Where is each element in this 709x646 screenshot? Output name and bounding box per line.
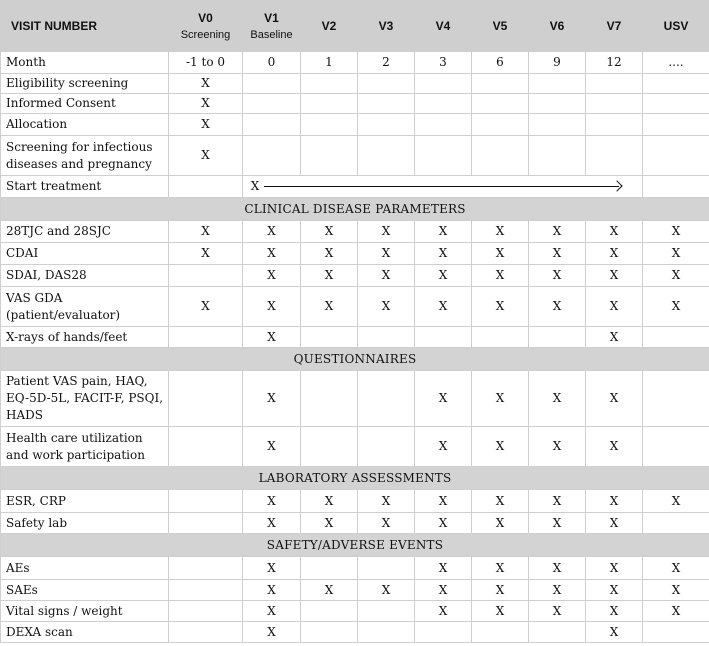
schedule-cell: X bbox=[586, 622, 643, 643]
schedule-cell: X bbox=[529, 580, 586, 601]
schedule-cell: X bbox=[529, 371, 586, 427]
schedule-cell bbox=[358, 371, 415, 427]
header-title: VISIT NUMBER bbox=[1, 1, 169, 52]
schedule-cell bbox=[169, 371, 243, 427]
section-title: SAFETY/ADVERSE EVENTS bbox=[1, 534, 709, 557]
schedule-cell: X bbox=[643, 265, 709, 287]
schedule-cell bbox=[301, 622, 358, 643]
schedule-cell bbox=[169, 427, 243, 467]
schedule-cell bbox=[529, 94, 586, 114]
schedule-cell bbox=[529, 114, 586, 136]
schedule-cell bbox=[243, 136, 301, 176]
schedule-cell: X bbox=[243, 580, 301, 601]
schedule-cell: X bbox=[301, 580, 358, 601]
schedule-cell: X bbox=[472, 371, 529, 427]
schedule-cell: X bbox=[472, 221, 529, 243]
schedule-cell: X bbox=[243, 265, 301, 287]
schedule-cell: X bbox=[415, 513, 472, 534]
schedule-cell bbox=[643, 94, 709, 114]
schedule-cell: X bbox=[643, 490, 709, 513]
month-cell: .... bbox=[643, 52, 709, 74]
schedule-cell bbox=[358, 136, 415, 176]
schedule-cell: X bbox=[472, 265, 529, 287]
schedule-cell: X bbox=[472, 427, 529, 467]
row-label: Safety lab bbox=[1, 513, 169, 534]
schedule-cell bbox=[169, 513, 243, 534]
schedule-cell bbox=[643, 622, 709, 643]
schedule-cell: X bbox=[529, 490, 586, 513]
schedule-cell: X bbox=[169, 74, 243, 94]
month-row bbox=[1, 52, 709, 74]
schedule-cell bbox=[529, 74, 586, 94]
header-visit: V7 bbox=[586, 1, 643, 52]
row-label: ESR, CRP bbox=[1, 490, 169, 513]
schedule-cell: X bbox=[169, 136, 243, 176]
schedule-cell: X bbox=[415, 557, 472, 580]
row-label: SAEs bbox=[1, 580, 169, 601]
schedule-cell: X bbox=[169, 243, 243, 265]
schedule-row bbox=[1, 287, 709, 327]
schedule-cell bbox=[358, 622, 415, 643]
schedule-cell: X bbox=[358, 580, 415, 601]
row-label: Month bbox=[1, 52, 169, 74]
schedule-row bbox=[1, 243, 709, 265]
schedule-row bbox=[1, 371, 709, 427]
schedule-cell bbox=[243, 74, 301, 94]
schedule-cell: X bbox=[415, 601, 472, 622]
schedule-cell: X bbox=[301, 490, 358, 513]
schedule-row bbox=[1, 622, 709, 643]
schedule-cell bbox=[472, 136, 529, 176]
section-title: CLINICAL DISEASE PARAMETERS bbox=[1, 198, 709, 221]
schedule-cell bbox=[586, 74, 643, 94]
row-label: Vital signs / weight bbox=[1, 601, 169, 622]
schedule-cell bbox=[169, 622, 243, 643]
month-cell: 12 bbox=[586, 52, 643, 74]
schedule-row bbox=[1, 580, 709, 601]
schedule-cell: X bbox=[529, 221, 586, 243]
treatment-span-cell bbox=[243, 176, 643, 198]
schedule-cell: X bbox=[529, 427, 586, 467]
row-label: Informed Consent bbox=[1, 94, 169, 114]
start-treatment-row bbox=[1, 176, 709, 198]
section-title: QUESTIONNAIRES bbox=[1, 348, 709, 371]
schedule-cell: X bbox=[586, 327, 643, 348]
schedule-cell bbox=[169, 557, 243, 580]
schedule-row bbox=[1, 221, 709, 243]
schedule-cell: X bbox=[358, 513, 415, 534]
schedule-cell bbox=[358, 557, 415, 580]
schedule-cell: X bbox=[358, 265, 415, 287]
schedule-cell: X bbox=[169, 114, 243, 136]
section-title: LABORATORY ASSESSMENTS bbox=[1, 467, 709, 490]
schedule-cell bbox=[169, 490, 243, 513]
schedule-cell: X bbox=[643, 221, 709, 243]
schedule-cell: X bbox=[243, 427, 301, 467]
schedule-cell bbox=[472, 114, 529, 136]
schedule-cell: X bbox=[243, 371, 301, 427]
schedule-cell bbox=[358, 114, 415, 136]
schedule-cell bbox=[358, 74, 415, 94]
schedule-cell: X bbox=[169, 221, 243, 243]
schedule-row bbox=[1, 94, 709, 114]
schedule-cell: X bbox=[586, 221, 643, 243]
treatment-arrow bbox=[248, 178, 637, 195]
schedule-cell: X bbox=[472, 601, 529, 622]
header-visit: V1 Baseline bbox=[243, 1, 301, 52]
schedule-cell bbox=[169, 265, 243, 287]
section-header bbox=[1, 534, 709, 557]
schedule-cell: X bbox=[415, 580, 472, 601]
schedule-cell: X bbox=[243, 557, 301, 580]
schedule-cell: X bbox=[415, 287, 472, 327]
schedule-cell bbox=[472, 94, 529, 114]
schedule-cell bbox=[472, 327, 529, 348]
schedule-row bbox=[1, 74, 709, 94]
schedule-cell bbox=[586, 114, 643, 136]
row-label: Start treatment bbox=[1, 176, 169, 198]
schedule-cell: X bbox=[358, 221, 415, 243]
schedule-cell bbox=[358, 327, 415, 348]
schedule-cell: X bbox=[643, 243, 709, 265]
schedule-cell bbox=[301, 371, 358, 427]
schedule-cell: X bbox=[243, 287, 301, 327]
month-cell: 2 bbox=[358, 52, 415, 74]
schedule-cell: X bbox=[301, 243, 358, 265]
schedule-cell bbox=[643, 176, 709, 198]
schedule-cell: X bbox=[358, 243, 415, 265]
header-visit: V2 bbox=[301, 1, 358, 52]
schedule-cell bbox=[169, 580, 243, 601]
schedule-cell: X bbox=[472, 287, 529, 327]
schedule-row bbox=[1, 513, 709, 534]
schedule-cell bbox=[169, 176, 243, 198]
schedule-cell bbox=[358, 427, 415, 467]
schedule-cell: X bbox=[472, 243, 529, 265]
row-label: 28TJC and 28SJC bbox=[1, 221, 169, 243]
schedule-cell bbox=[415, 136, 472, 176]
schedule-cell: X bbox=[643, 580, 709, 601]
schedule-cell bbox=[415, 622, 472, 643]
schedule-cell: X bbox=[472, 513, 529, 534]
schedule-cell: X bbox=[586, 557, 643, 580]
schedule-cell bbox=[643, 371, 709, 427]
schedule-cell: X bbox=[529, 601, 586, 622]
row-label: Patient VAS pain, HAQ, EQ-5D-5L, FACIT-F, PSQI, HADS bbox=[1, 371, 169, 427]
schedule-cell: X bbox=[243, 601, 301, 622]
schedule-cell: X bbox=[472, 557, 529, 580]
schedule-cell: X bbox=[472, 490, 529, 513]
schedule-cell bbox=[415, 114, 472, 136]
schedule-cell bbox=[643, 513, 709, 534]
schedule-cell: X bbox=[586, 580, 643, 601]
schedule-cell: X bbox=[301, 221, 358, 243]
schedule-cell: X bbox=[586, 243, 643, 265]
schedule-cell: X bbox=[301, 513, 358, 534]
schedule-cell bbox=[301, 74, 358, 94]
row-label: AEs bbox=[1, 557, 169, 580]
schedule-cell: X bbox=[415, 490, 472, 513]
schedule-cell: X bbox=[243, 490, 301, 513]
schedule-cell bbox=[169, 327, 243, 348]
schedule-cell: X bbox=[586, 490, 643, 513]
schedule-cell bbox=[643, 74, 709, 94]
section-header bbox=[1, 348, 709, 371]
schedule-cell: X bbox=[243, 221, 301, 243]
schedule-row bbox=[1, 557, 709, 580]
schedule-row bbox=[1, 265, 709, 287]
schedule-cell: X bbox=[415, 371, 472, 427]
schedule-cell bbox=[169, 601, 243, 622]
row-label: SDAI, DAS28 bbox=[1, 265, 169, 287]
schedule-cell: X bbox=[529, 287, 586, 327]
header-visit: V0 Screening bbox=[169, 1, 243, 52]
month-cell: 0 bbox=[243, 52, 301, 74]
schedule-cell bbox=[643, 427, 709, 467]
month-cell: -1 to 0 bbox=[169, 52, 243, 74]
schedule-cell bbox=[472, 74, 529, 94]
month-cell: 9 bbox=[529, 52, 586, 74]
section-header bbox=[1, 467, 709, 490]
schedule-cell bbox=[243, 94, 301, 114]
schedule-cell bbox=[301, 557, 358, 580]
section-header bbox=[1, 198, 709, 221]
schedule-cell bbox=[415, 94, 472, 114]
schedule-cell bbox=[529, 136, 586, 176]
row-label: Eligibility screening bbox=[1, 74, 169, 94]
schedule-row bbox=[1, 601, 709, 622]
schedule-cell bbox=[301, 136, 358, 176]
schedule-cell bbox=[643, 114, 709, 136]
schedule-cell: X bbox=[643, 287, 709, 327]
schedule-cell: X bbox=[169, 287, 243, 327]
header-visit: V4 bbox=[415, 1, 472, 52]
schedule-cell: X bbox=[415, 221, 472, 243]
header-visit: V6 bbox=[529, 1, 586, 52]
schedule-cell: X bbox=[586, 287, 643, 327]
month-cell: 6 bbox=[472, 52, 529, 74]
schedule-cell: X bbox=[529, 243, 586, 265]
schedule-cell bbox=[643, 136, 709, 176]
schedule-row bbox=[1, 327, 709, 348]
schedule-cell: X bbox=[243, 513, 301, 534]
schedule-cell: X bbox=[529, 513, 586, 534]
schedule-cell bbox=[643, 327, 709, 348]
schedule-row bbox=[1, 490, 709, 513]
schedule-cell: X bbox=[243, 327, 301, 348]
row-label: VAS GDA (patient/evaluator) bbox=[1, 287, 169, 327]
schedule-cell: X bbox=[358, 490, 415, 513]
header-visit: USV bbox=[643, 1, 709, 52]
schedule-cell bbox=[358, 601, 415, 622]
row-label: DEXA scan bbox=[1, 622, 169, 643]
schedule-cell bbox=[301, 327, 358, 348]
row-label: Health care utilization and work participation bbox=[1, 427, 169, 467]
schedule-cell bbox=[472, 622, 529, 643]
schedule-cell bbox=[529, 622, 586, 643]
schedule-cell: X bbox=[415, 427, 472, 467]
schedule-row bbox=[1, 114, 709, 136]
schedule-cell: X bbox=[243, 622, 301, 643]
schedule-cell: X bbox=[643, 601, 709, 622]
schedule-cell bbox=[301, 94, 358, 114]
schedule-cell bbox=[529, 327, 586, 348]
schedule-cell: X bbox=[169, 94, 243, 114]
schedule-cell bbox=[415, 74, 472, 94]
schedule-cell: X bbox=[586, 427, 643, 467]
schedule-cell: X bbox=[586, 601, 643, 622]
schedule-cell: X bbox=[586, 371, 643, 427]
schedule-cell bbox=[358, 94, 415, 114]
schedule-row bbox=[1, 427, 709, 467]
schedule-cell: X bbox=[472, 580, 529, 601]
schedule-cell bbox=[301, 601, 358, 622]
schedule-cell: X bbox=[415, 265, 472, 287]
schedule-cell bbox=[301, 114, 358, 136]
schedule-cell: X bbox=[586, 513, 643, 534]
schedule-cell bbox=[586, 136, 643, 176]
header-visit: V3 bbox=[358, 1, 415, 52]
start-mark: X bbox=[250, 179, 260, 193]
schedule-cell: X bbox=[529, 265, 586, 287]
row-label: Allocation bbox=[1, 114, 169, 136]
arrow-line bbox=[264, 186, 619, 187]
header-row bbox=[1, 1, 709, 52]
schedule-row bbox=[1, 136, 709, 176]
row-label: CDAI bbox=[1, 243, 169, 265]
schedule-cell: X bbox=[301, 265, 358, 287]
schedule-cell: X bbox=[586, 265, 643, 287]
schedule-cell bbox=[586, 94, 643, 114]
schedule-cell: X bbox=[243, 243, 301, 265]
row-label: X-rays of hands/feet bbox=[1, 327, 169, 348]
schedule-cell bbox=[301, 427, 358, 467]
schedule-cell: X bbox=[643, 557, 709, 580]
schedule-cell: X bbox=[358, 287, 415, 327]
month-cell: 3 bbox=[415, 52, 472, 74]
schedule-cell: X bbox=[301, 287, 358, 327]
schedule-cell bbox=[415, 327, 472, 348]
month-cell: 1 bbox=[301, 52, 358, 74]
header-visit: V5 bbox=[472, 1, 529, 52]
row-label: Screening for infectious diseases and pregnancy bbox=[1, 136, 169, 176]
schedule-cell: X bbox=[529, 557, 586, 580]
schedule-cell bbox=[243, 114, 301, 136]
schedule-cell: X bbox=[415, 243, 472, 265]
